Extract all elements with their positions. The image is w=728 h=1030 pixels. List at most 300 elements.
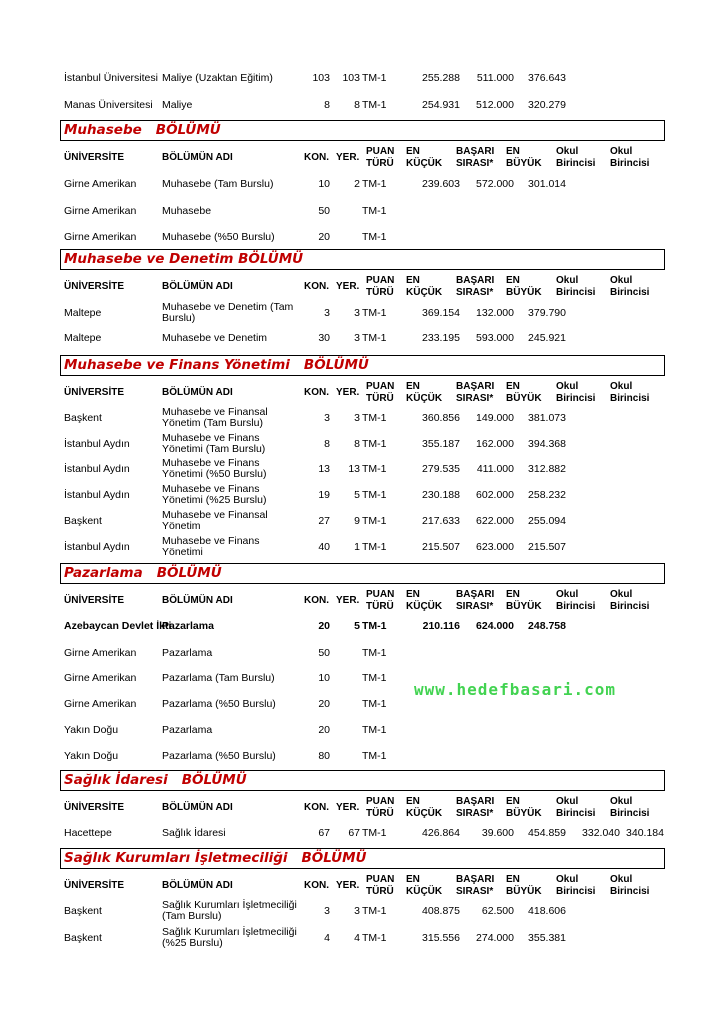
university-cell: İstanbul Aydın — [64, 488, 130, 501]
header-kon: KON. — [304, 802, 329, 813]
quota-cell: 67 — [318, 826, 330, 839]
university-cell: Girne Amerikan — [64, 697, 137, 710]
header-en: EN — [406, 796, 420, 807]
header-universite: ÜNİVERSİTE — [64, 802, 125, 813]
section-title — [64, 850, 367, 866]
placed-cell — [332, 198, 360, 224]
header-puan: PUAN — [366, 589, 395, 600]
top-student-cell — [566, 925, 620, 951]
header-universite: ÜNİVERSİTE — [64, 595, 125, 606]
placed-cell: 9 — [354, 514, 360, 527]
header-buyuk: BÜYÜK — [506, 886, 542, 897]
max-score-cell: 301.014 — [528, 177, 566, 190]
header-birincisi-2: Birincisi — [610, 886, 650, 897]
quota-cell: 80 — [318, 749, 330, 762]
department-cell: Muhasebe (%50 Burslu) — [162, 230, 275, 243]
header-yer: YER. — [336, 152, 360, 163]
section-title-bar — [60, 848, 665, 869]
header-en: EN — [406, 275, 420, 286]
header-en: EN — [406, 874, 420, 885]
table-row — [60, 65, 665, 91]
score-type-cell: TM-1 — [362, 904, 387, 917]
rank-cell: 132.000 — [476, 306, 514, 319]
header-okul-2: Okul — [610, 796, 633, 807]
top-student-cell-2 — [622, 224, 664, 250]
section-title-suffix: BÖLÜMÜ — [301, 850, 367, 866]
quota-cell: 20 — [318, 697, 330, 710]
table-row — [60, 508, 665, 534]
department-cell: Muhasebe ve Finans Yönetimi (%25 Burslu) — [162, 483, 267, 506]
header-okul-2: Okul — [610, 275, 633, 286]
university-cell: Hacettepe — [64, 826, 112, 839]
header-buyuk: BÜYÜK — [506, 158, 542, 169]
section-title-bar — [60, 120, 665, 141]
header-en-buyuk: EN — [506, 796, 520, 807]
placed-cell — [332, 743, 360, 769]
quota-cell: 27 — [318, 514, 330, 527]
header-kon: KON. — [304, 152, 329, 163]
section-title — [64, 122, 221, 138]
rank-cell: 274.000 — [476, 931, 514, 944]
university-cell: Yakın Doğu — [64, 749, 119, 762]
table-row — [60, 456, 665, 482]
section-title-text: Muhasebe ve Denetim BÖLÜMÜ — [64, 251, 304, 267]
table-row — [60, 640, 665, 666]
header-basari: BAŞARI — [456, 874, 495, 885]
header-kon: KON. — [304, 281, 329, 292]
score-type-cell: TM-1 — [362, 177, 387, 190]
header-en: EN — [406, 589, 420, 600]
max-score-cell — [516, 717, 566, 743]
header-turu: TÜRÜ — [366, 158, 394, 169]
table-row — [60, 820, 665, 846]
university-cell: Maltepe — [64, 331, 102, 344]
university-cell: Başkent — [64, 514, 102, 527]
score-type-cell: TM-1 — [362, 331, 387, 344]
max-score-cell — [516, 640, 566, 666]
top-student-cell — [566, 92, 620, 118]
university-cell: Girne Amerikan — [64, 177, 137, 190]
department-cell: Muhasebe ve Finansal Yönetim (Tam Burslu) — [162, 406, 268, 429]
placed-cell — [332, 665, 360, 691]
header-bolum: BÖLÜMÜN ADI — [162, 387, 233, 398]
header-bolum: BÖLÜMÜN ADI — [162, 880, 233, 891]
placed-cell: 8 — [354, 437, 360, 450]
max-score-cell: 215.507 — [528, 540, 566, 553]
rank-cell — [462, 198, 514, 224]
university-cell: Azebaycan Devlet İkti — [64, 619, 172, 632]
header-en: EN — [406, 381, 420, 392]
header-universite: ÜNİVERSİTE — [64, 152, 125, 163]
header-sirasi: SIRASI* — [456, 808, 494, 819]
header-birincisi-2: Birincisi — [610, 393, 650, 404]
header-turu: TÜRÜ — [366, 393, 394, 404]
university-cell: İstanbul Aydın — [64, 437, 130, 450]
top-student-cell — [566, 534, 620, 560]
top-student-cell — [566, 65, 620, 91]
placed-cell: 3 — [354, 411, 360, 424]
placed-cell: 67 — [348, 826, 360, 839]
header-sirasi: SIRASI* — [456, 158, 494, 169]
header-okul-2: Okul — [610, 381, 633, 392]
university-cell: İstanbul Aydın — [64, 540, 130, 553]
quota-cell: 19 — [318, 488, 330, 501]
university-cell: Girne Amerikan — [64, 646, 137, 659]
top-student-cell — [566, 613, 620, 639]
table-header — [60, 380, 665, 404]
table-row — [60, 925, 665, 951]
placed-cell: 3 — [354, 331, 360, 344]
placed-cell: 2 — [354, 177, 360, 190]
header-birincisi-2: Birincisi — [610, 601, 650, 612]
university-cell: Başkent — [64, 904, 102, 917]
min-score-cell: 255.288 — [422, 71, 460, 84]
score-type-cell: TM-1 — [362, 646, 387, 659]
table-header — [60, 873, 665, 897]
rank-cell: 512.000 — [476, 98, 514, 111]
header-birincisi: Birincisi — [556, 393, 596, 404]
section-title-suffix: BÖLÜMÜ — [155, 122, 221, 138]
top-student-cell-2 — [622, 325, 664, 351]
header-yer: YER. — [336, 880, 360, 891]
placed-cell: 4 — [354, 931, 360, 944]
header-birincisi: Birincisi — [556, 158, 596, 169]
score-type-cell: TM-1 — [362, 723, 387, 736]
table-row — [60, 92, 665, 118]
table-row — [60, 171, 665, 197]
section-title — [64, 565, 222, 581]
department-cell: Sağlık Kurumları İşletmeciliği (Tam Burslu) — [162, 899, 297, 922]
header-puan: PUAN — [366, 796, 395, 807]
header-en-buyuk: EN — [506, 381, 520, 392]
section-title-bar — [60, 355, 665, 376]
top-student-cell — [566, 171, 620, 197]
placed-cell — [332, 224, 360, 250]
header-bolum: BÖLÜMÜN ADI — [162, 802, 233, 813]
department-cell: Pazarlama (%50 Burslu) — [162, 749, 276, 762]
department-cell: Muhasebe ve Denetim — [162, 331, 268, 344]
header-sirasi: SIRASI* — [456, 601, 494, 612]
section-title-suffix: BÖLÜMÜ — [156, 565, 222, 581]
department-cell: Muhasebe ve Denetim (Tam Burslu) — [162, 301, 294, 324]
table-row — [60, 300, 665, 326]
university-cell: Maltepe — [64, 306, 102, 319]
score-type-cell: TM-1 — [362, 98, 387, 111]
top-student-cell — [566, 717, 620, 743]
section-title-suffix: BÖLÜMÜ — [181, 772, 247, 788]
table-row — [60, 613, 665, 639]
header-turu: TÜRÜ — [366, 808, 394, 819]
top-student-cell-2: 340.184 — [626, 826, 664, 839]
header-bolum: BÖLÜMÜN ADI — [162, 281, 233, 292]
quota-cell: 8 — [324, 98, 330, 111]
section-title-text: Muhasebe — [64, 122, 142, 138]
top-student-cell-2 — [622, 640, 664, 666]
min-score-cell: 315.556 — [422, 931, 460, 944]
header-universite: ÜNİVERSİTE — [64, 880, 125, 891]
table-row — [60, 431, 665, 457]
table-header — [60, 274, 665, 298]
top-student-cell — [566, 640, 620, 666]
score-type-cell: TM-1 — [362, 540, 387, 553]
top-student-cell-2 — [622, 482, 664, 508]
score-type-cell: TM-1 — [362, 671, 387, 684]
top-student-cell-2 — [622, 925, 664, 951]
min-score-cell: 215.507 — [422, 540, 460, 553]
top-student-cell — [566, 224, 620, 250]
section-title-bar — [60, 770, 665, 791]
header-okul: Okul — [556, 275, 579, 286]
header-kucuk: KÜÇÜK — [406, 158, 443, 169]
university-cell: Yakın Doğu — [64, 723, 119, 736]
max-score-cell: 418.606 — [528, 904, 566, 917]
top-student-cell — [566, 405, 620, 431]
top-student-cell — [566, 431, 620, 457]
placed-cell: 8 — [354, 98, 360, 111]
department-cell: Pazarlama — [162, 646, 213, 659]
top-student-cell — [566, 300, 620, 326]
placed-cell: 3 — [354, 904, 360, 917]
max-score-cell — [516, 224, 566, 250]
header-birincisi: Birincisi — [556, 287, 596, 298]
header-en-buyuk: EN — [506, 275, 520, 286]
department-cell: Muhasebe (Tam Burslu) — [162, 177, 274, 190]
top-student-cell-2 — [622, 613, 664, 639]
rank-cell: 39.600 — [481, 826, 514, 839]
header-sirasi: SIRASI* — [456, 393, 494, 404]
max-score-cell: 258.232 — [528, 488, 566, 501]
top-student-cell — [566, 198, 620, 224]
header-birincisi: Birincisi — [556, 808, 596, 819]
department-cell: Sağlık Kurumları İşletmeciliği (%25 Burslu) — [162, 926, 297, 949]
max-score-cell: 255.094 — [528, 514, 566, 527]
score-type-cell: TM-1 — [362, 749, 387, 762]
department-cell: Pazarlama — [162, 619, 214, 632]
rank-cell: 511.000 — [476, 71, 514, 84]
header-kon: KON. — [304, 387, 329, 398]
rank-cell: 149.000 — [476, 411, 514, 424]
rank-cell: 572.000 — [476, 177, 514, 190]
header-basari: BAŞARI — [456, 146, 495, 157]
score-type-cell: TM-1 — [362, 204, 387, 217]
max-score-cell: 376.643 — [528, 71, 566, 84]
score-type-cell: TM-1 — [362, 71, 387, 84]
department-cell: Sağlık İdaresi — [162, 826, 226, 839]
table-header — [60, 795, 665, 819]
header-okul: Okul — [556, 381, 579, 392]
top-student-cell-2 — [622, 405, 664, 431]
quota-cell: 3 — [324, 411, 330, 424]
header-bolum: BÖLÜMÜN ADI — [162, 595, 233, 606]
min-score-cell: 239.603 — [422, 177, 460, 190]
quota-cell: 20 — [318, 619, 330, 632]
header-kucuk: KÜÇÜK — [406, 808, 443, 819]
top-student-cell-2 — [622, 171, 664, 197]
university-cell: İstanbul Üniversitesi — [64, 71, 158, 84]
section-title-bar — [60, 563, 665, 584]
max-score-cell: 248.758 — [528, 619, 566, 632]
rank-cell — [462, 717, 514, 743]
top-student-cell — [566, 482, 620, 508]
header-okul: Okul — [556, 874, 579, 885]
header-yer: YER. — [336, 802, 360, 813]
header-birincisi-2: Birincisi — [610, 158, 650, 169]
header-en-buyuk: EN — [506, 874, 520, 885]
max-score-cell: 379.790 — [528, 306, 566, 319]
max-score-cell: 312.882 — [528, 462, 566, 475]
min-score-cell: 230.188 — [422, 488, 460, 501]
department-cell: Pazarlama (Tam Burslu) — [162, 671, 275, 684]
section-title-text: Pazarlama — [64, 565, 143, 581]
quota-cell: 3 — [324, 904, 330, 917]
table-row — [60, 325, 665, 351]
department-cell: Maliye (Uzaktan Eğitim) — [162, 71, 273, 84]
department-cell: Muhasebe ve Finans Yönetimi (%50 Burslu) — [162, 457, 267, 480]
placed-cell: 3 — [354, 306, 360, 319]
department-cell: Muhasebe — [162, 204, 212, 217]
quota-cell: 50 — [318, 646, 330, 659]
score-type-cell: TM-1 — [362, 306, 387, 319]
rank-cell — [462, 743, 514, 769]
university-cell: Girne Amerikan — [64, 230, 137, 243]
header-turu: TÜRÜ — [366, 287, 394, 298]
score-type-cell: TM-1 — [362, 488, 387, 501]
min-score-cell: 360.856 — [422, 411, 460, 424]
quota-cell: 13 — [318, 462, 330, 475]
min-score-cell — [402, 717, 460, 743]
section-title — [64, 357, 369, 373]
placed-cell: 1 — [354, 540, 360, 553]
table-row — [60, 405, 665, 431]
rank-cell — [462, 640, 514, 666]
min-score-cell — [402, 198, 460, 224]
rank-cell: 623.000 — [476, 540, 514, 553]
quota-cell: 50 — [318, 204, 330, 217]
top-student-cell-2 — [622, 898, 664, 924]
university-cell: İstanbul Aydın — [64, 462, 130, 475]
section-title-text: Sağlık Kurumları İşletmeciliği — [64, 850, 288, 866]
table-header — [60, 588, 665, 612]
watermark: www.hedefbasari.com — [414, 680, 617, 699]
placed-cell: 103 — [342, 71, 360, 84]
section-title — [64, 251, 303, 267]
min-score-cell: 279.535 — [422, 462, 460, 475]
quota-cell: 30 — [318, 331, 330, 344]
min-score-cell: 210.116 — [422, 619, 460, 632]
department-cell: Muhasebe ve Finans Yönetimi — [162, 535, 260, 558]
rank-cell: 593.000 — [476, 331, 514, 344]
quota-cell: 20 — [318, 723, 330, 736]
department-cell: Maliye — [162, 98, 193, 111]
max-score-cell: 320.279 — [528, 98, 566, 111]
top-student-cell-2 — [622, 534, 664, 560]
top-student-cell — [566, 325, 620, 351]
top-student-cell-2 — [622, 717, 664, 743]
quota-cell: 20 — [318, 230, 330, 243]
rank-cell: 622.000 — [476, 514, 514, 527]
department-cell: Pazarlama — [162, 723, 213, 736]
max-score-cell: 394.368 — [528, 437, 566, 450]
section-title-text: Muhasebe ve Finans Yönetimi — [64, 357, 290, 373]
header-universite: ÜNİVERSİTE — [64, 281, 125, 292]
score-type-cell: TM-1 — [362, 619, 387, 632]
top-student-cell — [566, 898, 620, 924]
score-type-cell: TM-1 — [362, 230, 387, 243]
top-student-cell — [566, 456, 620, 482]
table-row — [60, 224, 665, 250]
header-birincisi-2: Birincisi — [610, 808, 650, 819]
max-score-cell: 381.073 — [528, 411, 566, 424]
department-cell: Muhasebe ve Finans Yönetimi (Tam Burslu) — [162, 432, 266, 455]
table-row — [60, 717, 665, 743]
header-birincisi-2: Birincisi — [610, 287, 650, 298]
score-type-cell: TM-1 — [362, 826, 387, 839]
section-title — [64, 772, 247, 788]
top-student-cell-2 — [622, 508, 664, 534]
rank-cell — [462, 224, 514, 250]
quota-cell: 3 — [324, 306, 330, 319]
header-basari: BAŞARI — [456, 589, 495, 600]
section-title-suffix: BÖLÜMÜ — [303, 357, 369, 373]
header-basari: BAŞARI — [456, 796, 495, 807]
max-score-cell — [516, 743, 566, 769]
header-buyuk: BÜYÜK — [506, 287, 542, 298]
header-bolum: BÖLÜMÜN ADI — [162, 152, 233, 163]
top-student-cell-2 — [622, 65, 664, 91]
top-student-cell-2 — [622, 691, 664, 717]
header-turu: TÜRÜ — [366, 601, 394, 612]
placed-cell: 13 — [348, 462, 360, 475]
header-birincisi: Birincisi — [556, 886, 596, 897]
score-type-cell: TM-1 — [362, 462, 387, 475]
header-sirasi: SIRASI* — [456, 287, 494, 298]
top-student-cell-2 — [622, 431, 664, 457]
quota-cell: 8 — [324, 437, 330, 450]
table-row — [60, 198, 665, 224]
min-score-cell — [402, 640, 460, 666]
header-universite: ÜNİVERSİTE — [64, 387, 125, 398]
header-basari: BAŞARI — [456, 275, 495, 286]
top-student-cell: 332.040 — [582, 826, 620, 839]
header-buyuk: BÜYÜK — [506, 393, 542, 404]
top-student-cell-2 — [622, 92, 664, 118]
header-kucuk: KÜÇÜK — [406, 287, 443, 298]
top-student-cell-2 — [622, 743, 664, 769]
quota-cell: 103 — [312, 71, 330, 84]
header-sirasi: SIRASI* — [456, 886, 494, 897]
header-okul-2: Okul — [610, 146, 633, 157]
header-puan: PUAN — [366, 381, 395, 392]
min-score-cell: 426.864 — [422, 826, 460, 839]
min-score-cell: 369.154 — [422, 306, 460, 319]
table-header — [60, 145, 665, 169]
header-buyuk: BÜYÜK — [506, 808, 542, 819]
table-row — [60, 482, 665, 508]
header-buyuk: BÜYÜK — [506, 601, 542, 612]
max-score-cell — [516, 198, 566, 224]
header-yer: YER. — [336, 281, 360, 292]
quota-cell: 4 — [324, 931, 330, 944]
header-okul: Okul — [556, 146, 579, 157]
header-puan: PUAN — [366, 146, 395, 157]
section-title-text: Sağlık İdaresi — [64, 772, 168, 788]
top-student-cell — [566, 508, 620, 534]
min-score-cell: 233.195 — [422, 331, 460, 344]
department-cell: Pazarlama (%50 Burslu) — [162, 697, 276, 710]
university-cell: Başkent — [64, 931, 102, 944]
score-type-cell: TM-1 — [362, 514, 387, 527]
department-cell: Muhasebe ve Finansal Yönetim — [162, 509, 268, 532]
